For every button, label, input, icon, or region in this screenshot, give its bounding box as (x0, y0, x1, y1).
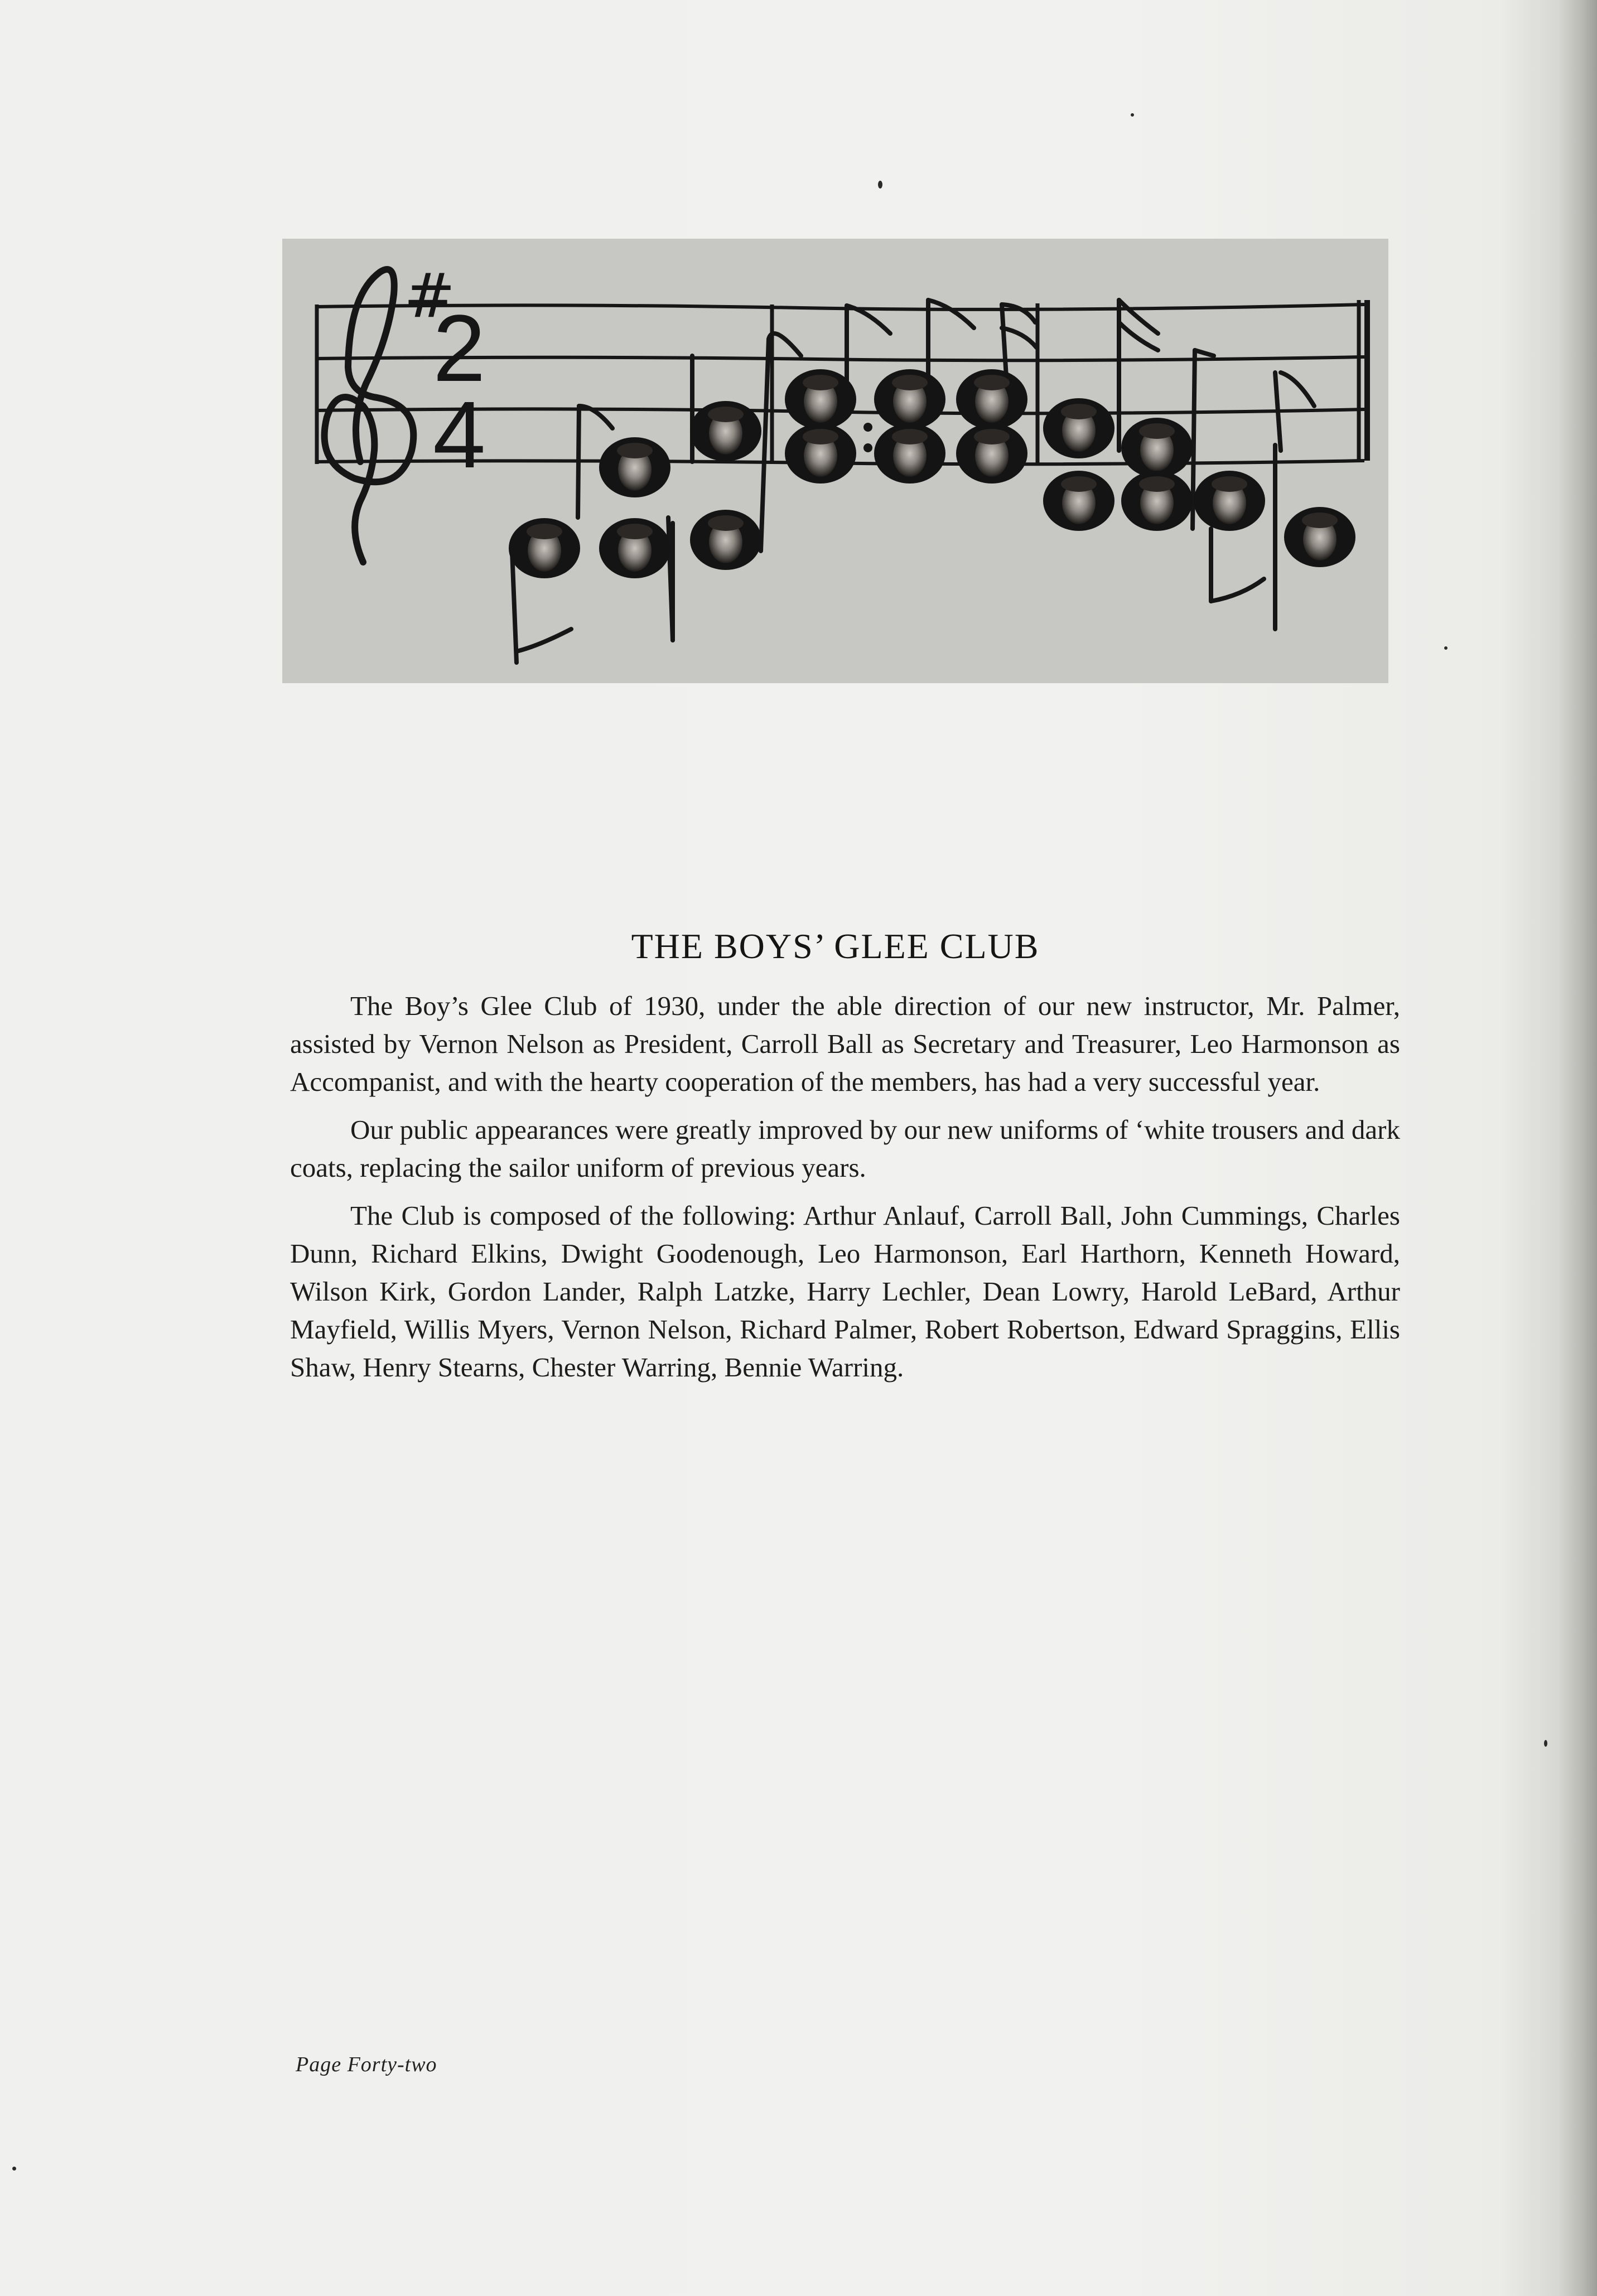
face-notehead (785, 369, 856, 429)
face-notehead (1043, 398, 1114, 458)
print-speck (1544, 1740, 1547, 1747)
time-signature-bottom: 4 (433, 382, 486, 488)
face-notehead (785, 423, 856, 484)
article-body (290, 987, 1400, 1396)
face-notehead (874, 423, 945, 484)
face-notehead (1194, 471, 1265, 531)
print-speck (878, 181, 882, 188)
paragraph-intro: The Boy’s Glee Club of 1930, under the able direction of our new instructor, Mr. Palmer, assisted by Vernon Nelson as President, Carroll Ball as Secretary and Treasurer, Leo Harmonson as Accompanist, and with the hearty cooperation of the members, has had a very successful year. (290, 990, 1400, 1097)
face-notehead (956, 423, 1027, 484)
paragraph-members: The Club is composed of the following: Arthur Anlauf, Carroll Ball, John Cummings, Charles Dunn, Richard Elkins, Dwight Goodenough, Leo Harmonson, Earl Harthorn, Kenneth Howard, Wilson Kirk, Gordon Lander, Ralph Latzke, Harry Lechler, Dean Lowry, Harold LeBard, Arthur Mayfield, Willis Myers, Vernon Nelson, Richard Palmer, Robert Robertson, Edward Spraggins, Ellis Shaw, Henry Stearns, Chester Warring, Bennie Warring. (290, 1200, 1400, 1383)
face-notehead (509, 518, 580, 578)
face-notehead (690, 401, 761, 461)
page-edge-shadow (1558, 0, 1597, 2296)
article-title: THE BOYS’ GLEE CLUB (631, 926, 1040, 966)
face-notehead (599, 518, 670, 578)
face-notehead (1043, 471, 1114, 531)
face-notehead (1284, 507, 1355, 567)
time-signature-top: 2 (433, 296, 486, 402)
treble-clef-icon (325, 269, 414, 562)
face-notehead (599, 437, 670, 497)
face-notehead (1121, 471, 1193, 531)
print-speck (1444, 646, 1448, 650)
face-notehead (956, 369, 1027, 429)
print-speck (12, 2167, 16, 2171)
face-notehead (874, 369, 945, 429)
key-signature-sharp: # (404, 260, 456, 331)
face-notehead (690, 510, 761, 570)
face-noteheads (509, 369, 1355, 578)
repeat-dot (863, 423, 872, 432)
page-number: Page Forty-two (296, 2053, 437, 2076)
music-staff-illustration (282, 239, 1388, 683)
repeat-dot (863, 443, 872, 452)
print-speck (1131, 113, 1134, 117)
glee-club-music-staff-photo (282, 239, 1388, 683)
paragraph-uniforms: Our public appearances were greatly improved by our new uniforms of ‘white trousers and dark coats, replacing the sailor uniform of previous years. (290, 1114, 1400, 1183)
face-notehead (1121, 418, 1193, 478)
